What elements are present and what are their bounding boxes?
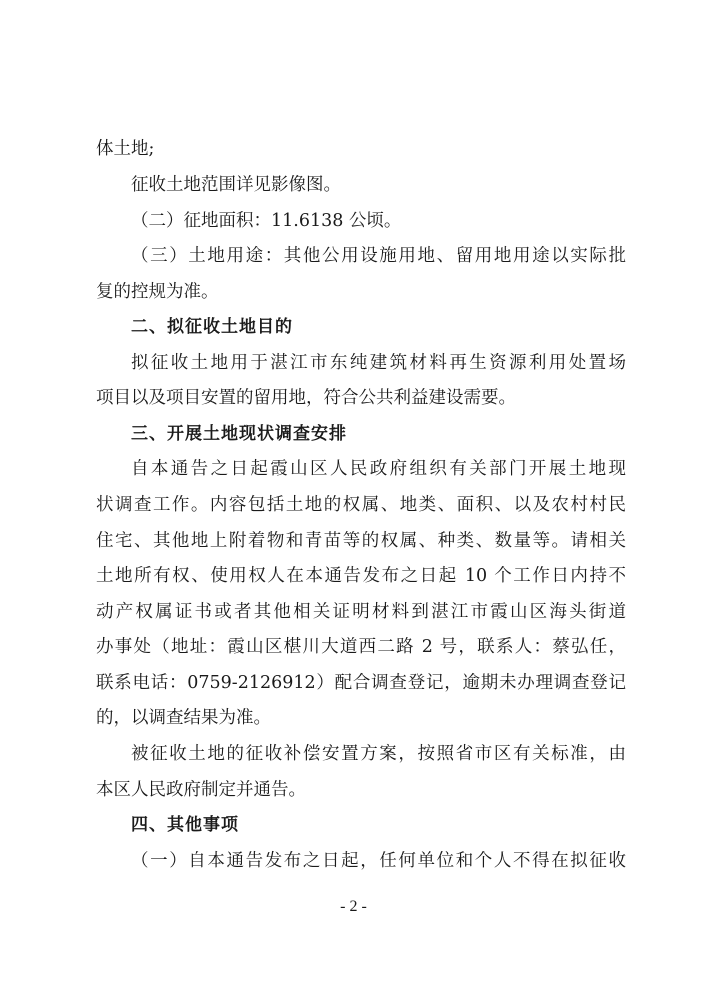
page-number: - 2 - bbox=[340, 898, 367, 915]
body-line: 被征收土地的征收补偿安置方案，按照省市区有关标准，由 bbox=[131, 744, 626, 764]
body-line: 土地所有权、使用权人在本通告发布之日起 10 个工作日内持不 bbox=[96, 566, 626, 586]
body-line: 自本通告之日起霞山区人民政府组织有关部门开展土地现 bbox=[131, 459, 626, 479]
body-line: 征收土地范围详见影像图。 bbox=[131, 175, 341, 195]
body-line: 联系电话：0759-2126912）配合调查登记，逾期未办理调查登记 bbox=[96, 673, 626, 693]
body-line: 本区人民政府制定并通告。 bbox=[96, 780, 306, 800]
body-line: 动产权属证书或者其他相关证明材料到湛江市霞山区海头街道 bbox=[96, 602, 626, 622]
body-line: 住宅、其他地上附着物和青苗等的权属、种类、数量等。请相关 bbox=[96, 531, 626, 551]
section-heading: 二、拟征收土地目的 bbox=[131, 317, 293, 337]
body-line: 状调查工作。内容包括土地的权属、地类、面积、以及农村村民 bbox=[96, 495, 626, 515]
section-heading: 三、开展土地现状调查安排 bbox=[131, 424, 347, 444]
body-line: 体土地; bbox=[96, 139, 155, 159]
body-line: （一）自本通告发布之日起，任何单位和个人不得在拟征收 bbox=[131, 851, 626, 871]
body-line: 项目以及项目安置的留用地，符合公共利益建设需要。 bbox=[96, 388, 516, 408]
body-line: （二）征地面积：11.6138 公顷。 bbox=[131, 211, 402, 231]
body-line: 复的控规为准。 bbox=[96, 282, 219, 302]
body-line: （三）土地用途：其他公用设施用地、留用地用途以实际批 bbox=[131, 246, 626, 266]
section-heading: 四、其他事项 bbox=[131, 815, 239, 835]
body-line: 拟征收土地用于湛江市东纯建筑材料再生资源利用处置场 bbox=[131, 353, 626, 373]
body-line: 的，以调查结果为准。 bbox=[96, 708, 271, 728]
body-line: 办事处（地址：霞山区椹川大道西二路 2 号，联系人：蔡弘任， bbox=[96, 637, 626, 657]
